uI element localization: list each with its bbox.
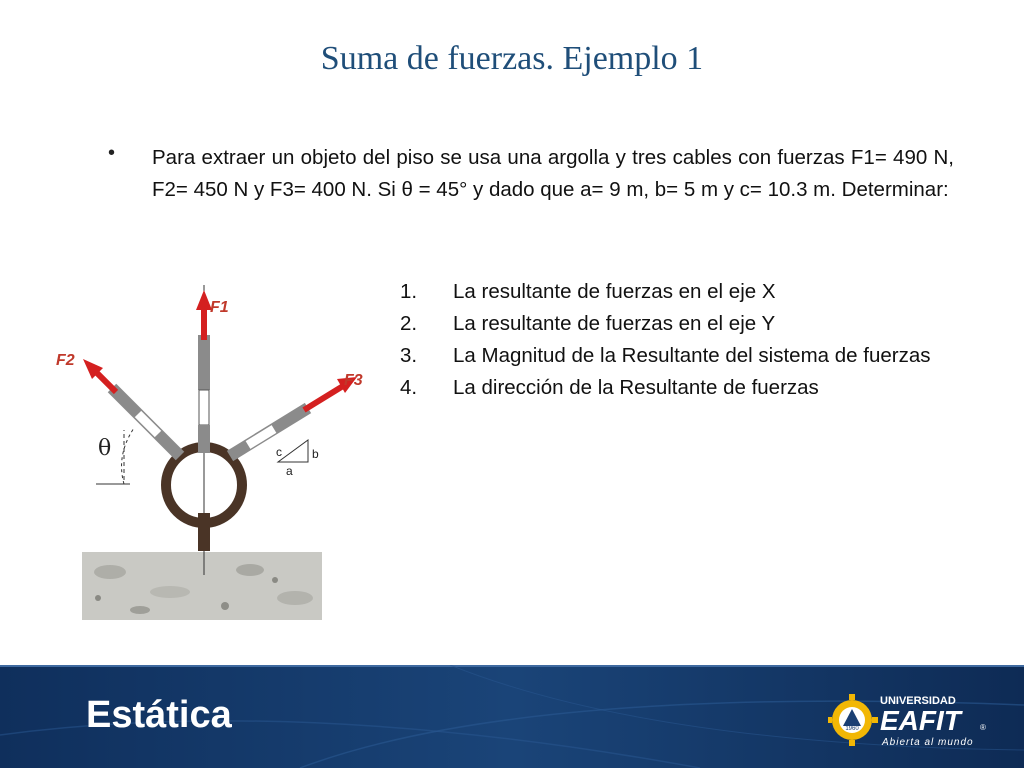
list-text: La resultante de fuerzas en el eje Y — [453, 312, 776, 335]
f3-label: F3 — [344, 372, 363, 389]
force-diagram — [50, 280, 390, 620]
a-label: a — [286, 464, 293, 478]
logo-line2: EAFIT — [880, 705, 961, 736]
c-label: c — [276, 445, 282, 459]
list-number: 1. — [400, 280, 418, 303]
list-number: 2. — [400, 312, 418, 335]
course-title: Estática — [86, 694, 232, 736]
list-text: La dirección de la Resultante de fuerzas — [453, 376, 819, 399]
slide-title: Suma de fuerzas. Ejemplo 1 — [320, 40, 704, 77]
logo-registered: ® — [980, 723, 986, 732]
list-item — [400, 372, 990, 404]
floor-slab — [82, 552, 322, 620]
list-text: La Magnitud de la Resultante del sistema de fuerzas — [453, 344, 931, 367]
f2-label: F2 — [56, 352, 75, 369]
list-text: La resultante de fuerzas en el eje X — [453, 280, 776, 303]
bullet-point: • — [108, 142, 116, 164]
slope-triangle — [278, 440, 308, 462]
list-item — [400, 308, 990, 340]
logo-tagline: Abierta al mundo — [882, 737, 974, 748]
list-number: 3. — [400, 344, 418, 367]
list-number: 4. — [400, 376, 418, 399]
eafit-logo — [828, 690, 998, 750]
list-item — [400, 340, 990, 372]
logo-year: 1960 — [845, 726, 859, 732]
cable-f3 — [230, 377, 357, 456]
task-list — [400, 276, 990, 404]
b-label: b — [312, 447, 319, 461]
theta-label: θ — [98, 436, 112, 461]
f1-label: F1 — [210, 299, 229, 316]
list-item — [400, 276, 990, 308]
problem-text: Para extraer un objeto del piso se usa una argolla y tres cables con fuerzas F1= 490 N, F2= 450 N y F3= 400 N. Si θ = 45° y dado que a= 9 m, b= 5 m y c= 10.3 m. Determinar: — [152, 146, 954, 201]
logo-line1: UNIVERSIDAD — [880, 695, 956, 707]
gear-icon — [828, 694, 878, 746]
